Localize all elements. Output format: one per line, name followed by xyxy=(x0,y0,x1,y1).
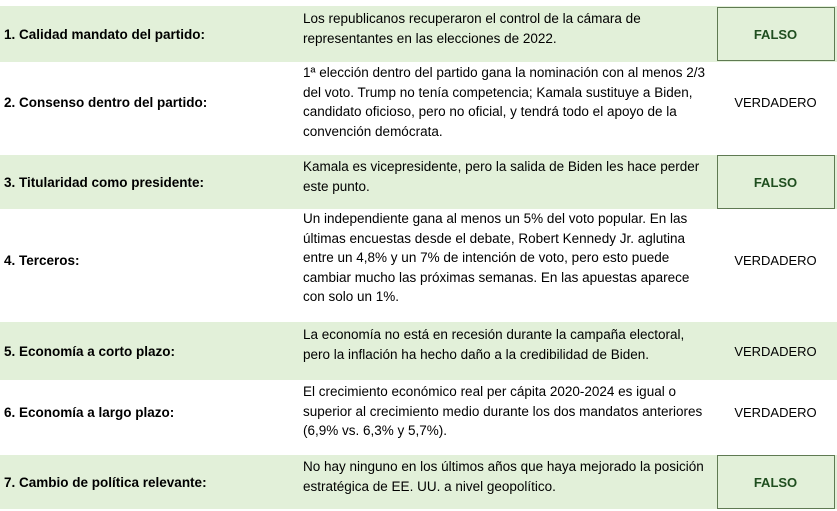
verdict-badge: FALSO xyxy=(717,455,835,509)
verdict-badge: FALSO xyxy=(717,155,835,209)
row-description: Los republicanos recuperaron el control de la cámara de representantes en las elecciones de 2022. xyxy=(303,11,641,46)
table-row xyxy=(0,455,837,509)
table-row xyxy=(0,155,837,209)
row-description: No hay ninguno en los últimos años que haya mejorado la posición estratégica de EE. UU. a nivel geopolítico. xyxy=(303,459,704,494)
verdict-text: VERDADERO xyxy=(734,404,817,420)
verdict-text: VERDADERO xyxy=(734,343,817,359)
table-row xyxy=(0,62,837,142)
row-description: Un independiente gana al menos un 5% del voto popular. En las últimas encuestas desde el debate, Robert Kennedy Jr. aglutina entre un 4,8% y un 7% de intención de voto, pero esto puede cambiar mucho las próximas semanas. En las apuestas aparece con solo un 1%. xyxy=(303,211,690,305)
table-row xyxy=(0,380,837,444)
verdict-text: VERDADERO xyxy=(734,94,817,110)
row-description: Kamala es vicepresidente, pero la salida de Biden les hace perder este punto. xyxy=(303,159,700,194)
table-row xyxy=(0,209,837,312)
verdict-cell xyxy=(714,455,837,509)
row-label: 7. Cambio de política relevante: xyxy=(4,474,207,490)
verdict-badge: FALSO xyxy=(717,7,835,61)
row-description: La economía no está en recesión durante la campaña electoral, pero la inflación ha hecho daño a la credibilidad de Biden. xyxy=(303,327,685,362)
row-description: El crecimiento económico real per cápita 2020-2024 es igual o superior al crecimiento medio durante los dos mandatos anteriores (6,9% vs. 6,3% y 5,7%). xyxy=(303,384,703,439)
row-label: 1. Calidad mandato del partido: xyxy=(4,26,206,42)
verdict-cell xyxy=(714,155,837,209)
row-label: 3. Titularidad como presidente: xyxy=(4,174,205,190)
row-label: 2. Consenso dentro del partido: xyxy=(4,94,208,110)
verdict-text: VERDADERO xyxy=(734,253,817,268)
table-row xyxy=(0,6,837,62)
row-description: 1ª elección dentro del partido gana la nominación con al menos 2/3 del voto. Trump no tenía competencia; Kamala sustituye a Biden, candidato oficioso, pero no oficial, y tendrá todo el apoyo de la convención demócrata. xyxy=(303,65,706,139)
row-label: 6. Economía a largo plazo: xyxy=(4,404,175,420)
row-label: 5. Economía a corto plazo: xyxy=(4,343,176,359)
verdict-cell xyxy=(714,6,837,62)
table-row xyxy=(0,322,837,380)
row-label: 4. Terceros: xyxy=(4,253,80,268)
